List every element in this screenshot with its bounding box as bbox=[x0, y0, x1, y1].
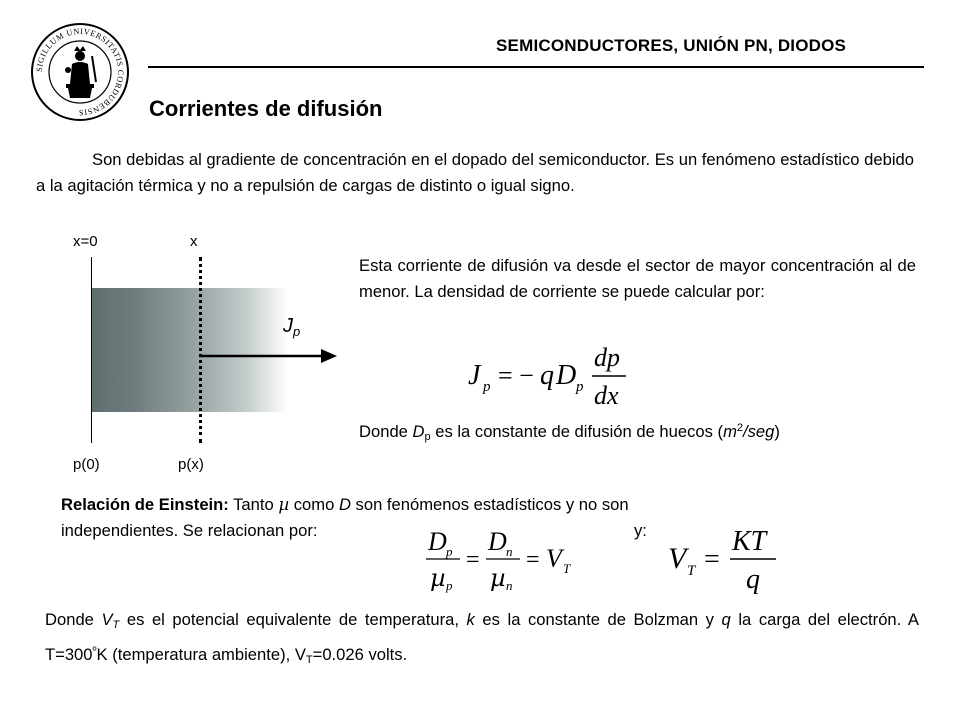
eq1-lhs-sub: p bbox=[483, 379, 491, 395]
eq1-q: q bbox=[540, 360, 554, 391]
eq1-D: D bbox=[556, 360, 577, 391]
label-px: p(x) bbox=[178, 456, 204, 473]
svg-text:=: = bbox=[704, 544, 720, 575]
university-seal-logo bbox=[30, 22, 130, 122]
svg-text:V: V bbox=[546, 544, 562, 573]
svg-text:T: T bbox=[563, 561, 571, 576]
einstein-line1: Relación de Einstein: Tanto µ como D son fenómenos estadísticos y no son bbox=[61, 495, 629, 514]
svg-text:n: n bbox=[506, 578, 513, 593]
header-divider bbox=[148, 66, 924, 68]
svg-text:p: p bbox=[446, 544, 453, 559]
svg-text:SIGILLUM UNIVERSITATIS CORDUBE: SIGILLUM UNIVERSITATIS CORDUBENSIS bbox=[34, 26, 126, 118]
eq1-numerator: dp bbox=[594, 343, 620, 372]
diffusion-current-equation bbox=[464, 340, 640, 410]
description-paragraph: Esta corriente de difusión va desde el sector de mayor concentración al de menor. La densidad de corriente se puede calcular por: bbox=[359, 256, 916, 301]
section-title: Corrientes de difusión bbox=[149, 96, 383, 121]
svg-text:V: V bbox=[668, 542, 687, 575]
svg-text:D: D bbox=[428, 527, 447, 556]
eq1-D-sub: p bbox=[576, 379, 584, 395]
header-title: SEMICONDUCTORES, UNIÓN PN, DIODOS bbox=[496, 36, 847, 55]
jp-label bbox=[283, 315, 300, 339]
svg-text:=: = bbox=[526, 547, 540, 573]
eq1-equals: = − bbox=[498, 361, 534, 390]
axis-x0-line bbox=[91, 257, 92, 443]
svg-text:=: = bbox=[466, 547, 480, 573]
svg-text:KT: KT bbox=[732, 526, 767, 557]
svg-text:n: n bbox=[506, 544, 513, 559]
label-p0: p(0) bbox=[73, 456, 100, 473]
svg-text:µ: µ bbox=[490, 564, 506, 592]
dp-definition: Donde $D_p$ es la constante de difusión de huecos $(m^2/seg)$ bbox=[359, 422, 780, 443]
jp-main: J bbox=[283, 315, 293, 337]
jp-sub: p bbox=[293, 324, 301, 339]
eq1-denominator: dx bbox=[594, 381, 619, 410]
svg-text:D: D bbox=[488, 527, 507, 556]
svg-text:q: q bbox=[746, 564, 760, 594]
label-x: x bbox=[190, 233, 198, 250]
current-arrow-icon bbox=[199, 345, 337, 367]
einstein-line2: independientes. Se relacionan por: y: bbox=[61, 521, 647, 540]
intro-text: Son debidas al gradiente de concentración en el dopado del semiconductor. Es un fenómeno estadístico debido a la agitación térmica y no a repulsión de cargas de distinto o igual signo. bbox=[36, 150, 914, 195]
intro-paragraph bbox=[36, 147, 916, 199]
einstein-relation-equation bbox=[422, 524, 582, 594]
label-x0: x=0 bbox=[73, 233, 98, 250]
thermal-voltage-equation bbox=[664, 522, 784, 594]
svg-text:T: T bbox=[687, 563, 696, 579]
eq1-lhs: J bbox=[468, 360, 481, 391]
vt-definition-paragraph: Donde $V_T$ es el potencial equivalente de temperatura, k es la constante de Bolzman y q la carga del electrón. A $T=300^ºK$ (temperatura ambiente), $V_T=0.026$ volts. bbox=[45, 610, 919, 666]
svg-text:µ: µ bbox=[430, 564, 446, 592]
svg-text:p: p bbox=[446, 578, 453, 593]
